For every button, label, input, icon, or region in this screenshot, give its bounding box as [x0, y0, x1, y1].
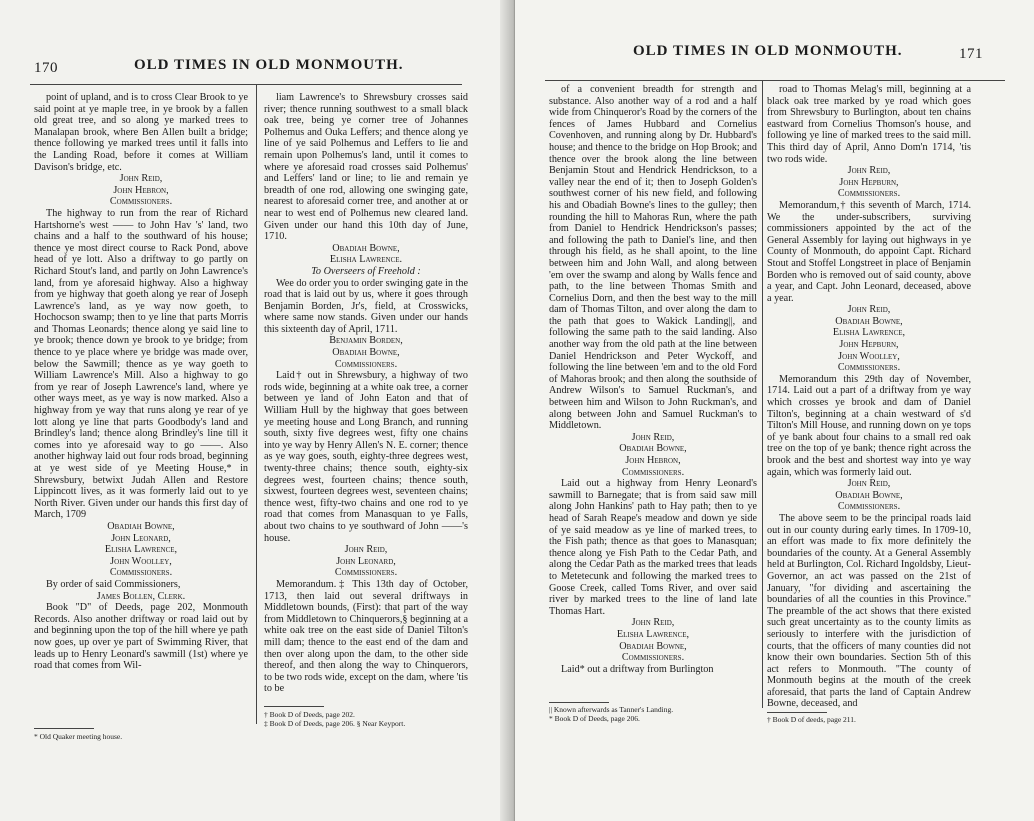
signature-line: John Leonard,: [336, 555, 396, 567]
signature-line: Obadiah Bowne,: [835, 489, 903, 501]
left-footnote-rule-2: [264, 706, 324, 707]
paragraph: Memorandum this 29th day of November, 1714. Laid out a part of a driftway from ye way which crosses ye brook and dam of Daniel Tilton's, beginning at a chain westward of s'd Tilton's Mill House, and running down on ye tops of ye bank about four chains to a small red oak tree on the top of ye bank; thence right across the brook and the best and shortest way into ye way again, which was formerly laid out.: [767, 373, 971, 478]
signature-line: Elisha Lawrence,: [104, 544, 178, 556]
right-page-number: 171: [959, 46, 983, 62]
signature-line: John Hebron,: [625, 455, 681, 466]
left-column-1: [34, 92, 248, 714]
paragraph: The highway to run from the rear of Richard Hartshorne's west —— to John Hav 's' land, two chains and a half to the southward of his house; thence ye most direct course to Rack Pond, above head of ye lott. Also a driftway to go partly on Richard Stout's land, and partly on John Lawrence's land, from ye aforesaid highway. Also a highway from ye highway that goeth along ye rear of Joseph Lawrence's land, as ye way now goeth, to Hochocson swamp; then to ye line that parts Morris and Thomas Leonards; thence along ye said line to ye brook; thence down ye brook to ye bridge; from thence to ye place where ye bridge was made over, below the Sawmill; thence as ye way goeth to William Lawrence's Mill. Also a highway to go from ye rear of Joseph Lawrence's land, where ye other ways meet, as ye way is now marked. Also a highway from ye way that runs along ye rear of ye lott along ye line that parts Goodbody's land and Brindley's land; thence along Brindley's line till it comes into ye aforesaid way to go ——. Also another highway laid out four rods broad, beginning at ye west side of ye Meeting House,* in Shrewsbury, betwixt Judah Allen and Restore Lippincott lives, as it was formerly laid out to ye North River. Given under our hands this first day of March, 1709: [34, 207, 248, 521]
right-running-head: OLD TIMES IN OLD MONMOUTH.: [633, 43, 903, 59]
left-header-rule: [30, 84, 462, 85]
signature-line: John Reid,: [631, 431, 675, 443]
left-page: [0, 0, 512, 821]
signature-line: James Bollen, Clerk.: [96, 590, 186, 602]
left-column-2: [264, 92, 468, 704]
signature-line: John Reid,: [119, 173, 163, 185]
paragraph: Memorandum,† this seventh of March, 1714. We the under-subscribers, surviving commissioners appointed by the act of the General Assembly for laying out highways in ye County of Monmouth, do appoint Capt. Richard Stout and Stoffel Longstreet in place of Benjamin Borden who is removed out of said county, above a year, and Capt. John Leonard, deceased, above a year.: [767, 199, 971, 304]
right-column-1: [549, 84, 757, 698]
paragraph: Book "D" of Deeds, page 202, Monmouth Records. Also another driftway or road laid out by and beginning upon the top of the hill where ye path now goes, up over ye part of Swimming River, that leads up to Henry Leonard's sawmill (1st) where ye road that comes from Wil-: [34, 602, 248, 672]
left-running-head: OLD TIMES IN OLD MONMOUTH.: [134, 57, 404, 73]
signature-line: Benjamin Borden,: [329, 335, 403, 347]
signature-line: Commissioners.: [109, 567, 173, 579]
signature-line: Obadiah Bowne,: [835, 315, 903, 327]
signature-line: John Hepburn,: [839, 339, 899, 351]
signature-line: Obadiah Bowne,: [619, 640, 687, 652]
signature-line: John Reid,: [344, 544, 388, 556]
signature-line: Commissioners.: [621, 652, 685, 664]
right-column-2: [767, 84, 971, 710]
footnote: ‡ Book D of Deeds, page 206. § Near Keyport.: [264, 719, 406, 728]
right-page: [515, 0, 1034, 821]
signature-line: John Hepburn,: [839, 176, 899, 188]
left-footnotes-col2: [264, 710, 468, 728]
paragraph: Laid† out in Shrewsbury, a highway of two rods wide, beginning at a white oak tree, a corner between ye land of John Eaton and that of William Hull by the highway that goes between ye meeting house and Long Branch, and running south, sixty five degrees west, fifty one chains into ye way by Henry Allen's N. E. corner; thence as ye way goes, south, eighty-three degrees west, twenty-three chains; thence south, eighty-six degrees west, fourteen chains; thence south, sixwest, fourteen degrees west, seventeen chains; thence west, fifty-two chains and one rod to ye road that comes from Manasquan to ye Falls, about two chains to ye southward of John ——'s house.: [264, 370, 468, 544]
left-page-header: [34, 60, 58, 84]
signature-line: Commissioners.: [837, 362, 901, 374]
section-heading: To Overseers of Freehold :: [311, 265, 421, 277]
paragraph: By order of said Commissioners,: [46, 578, 181, 590]
footnote: † Book D of Deeds, page 202.: [264, 710, 355, 719]
signature-line: Commissioners.: [837, 188, 901, 200]
paragraph: point of upland, and is to cross Clear Brook to ye said point at ye maple tree, in ye brook by a fallen old great tree, and so along ye marked trees to Manalapan brook, where Ben Allen built a bridge; thence following ye marked trees until it falls into the Landing Road, before it comes at William Davison's bridge, etc.: [34, 92, 248, 173]
paragraph: The above seem to be the principal roads laid out in our county during early times. In 1709-10, an effort was made to fix more definitely the boundaries of the county. At a General Assembly held at Burlington, Col. Richard Ingoldsby, Lieut-Governor, an act was passed on the 21st of January, "for dividing and ascertaining the boundaries of all the counties in this Province." The preamble of the act shows that there existed such great uncertainty as to the county limits as seriously to interfere with the jurisdiction of courts, that the officers of many counties did not know their own boundaries. Section 5th of this act refers to Monmouth. "The county of Monmouth begins at the mouth of the creek aforesaid, that parts the land of Captain Andrew Bowne, deceased, and: [767, 512, 971, 710]
signature-line: Commissioners.: [334, 567, 398, 579]
signature-line: Elisha Lawrence.: [329, 254, 403, 266]
signature-line: John Woolley,: [110, 555, 172, 567]
signature-line: Elisha Lawrence,: [616, 628, 690, 640]
signature-line: Commissioners.: [837, 501, 901, 513]
signature-line: Commissioners.: [621, 466, 685, 478]
right-column-divider: [762, 80, 763, 708]
signature-line: Elisha Lawrence,: [832, 327, 906, 339]
right-footnotes-col2: [767, 715, 971, 724]
signature-line: Commissioners.: [334, 358, 398, 370]
signature-line: John Reid,: [847, 165, 891, 177]
signature-line: Obadiah Bowne,: [107, 520, 175, 532]
paragraph: road to Thomas Melag's mill, beginning at a black oak tree marked by ye road which goes from Shrewsbury to Burlington, about ten chains eastward from Cornelius Thomson's house, and following ye line of marked trees to the said mill. This third day of April, Anno Dom'n 1714, 'tis two rods wide.: [767, 84, 971, 165]
right-footnote-rule-2: [767, 712, 827, 713]
paragraph: liam Lawrence's to Shrewsbury crosses said river; thence running southwest to a small black oak tree, being ye corner tree of Johannes Polhemus and Ouka Leffers; and thence along ye line of ye said Polhemus and Leffers to lie and remain upon Polhemus's land, until it comes to where ye aforesaid road crosses said Polhemus' and Leffers' land or line; to lie and remain ye breadth of one rod, allowing one swinging gate, nearest to aforesaid corner tree, and another at or near to west end of Polhemus new cleared land. Given under our hand this 10th day of June, 1710.: [264, 92, 468, 243]
signature-line: John Reid,: [847, 304, 891, 316]
footnote: || Known afterwards as Tanner's Landing.: [549, 705, 674, 714]
paragraph: Wee do order you to order swinging gate in the road that is laid out by us, where it goes through Benjamin Borden, Jr's, field, at Crosswicks, where same now stands. Given under our hands this sixteenth day of April, 1711.: [264, 277, 468, 335]
left-page-number: 170: [34, 60, 58, 76]
right-footnote-rule-1: [549, 702, 609, 703]
left-footnote-rule-1: [34, 728, 94, 729]
signature-line: John Woolley,: [838, 350, 900, 362]
footnote: * Book D of Deeds, page 206.: [549, 714, 640, 723]
right-footnotes-col1: [549, 705, 757, 723]
left-column-divider: [256, 84, 257, 724]
right-page-header: [959, 46, 983, 70]
signature-line: Obadiah Bowne,: [332, 347, 400, 359]
paragraph: Laid out a highway from Henry Leonard's sawmill to Barnegate; that is from said saw mill along John Hankins' path to Hay path; then to ye head of Sarah Reape's meadow and down ye side of ye said meadow as ye line of marked trees, to the Fish path; thence as that goes to Manasquan; thence along ye Fish Path to the Cedar Path, and along the Cedar Path as the marked trees that leads to Metetecunk and following the marked trees to Goose Creek, called Toms River, and over said river by marked trees to the line of land late Thomas Hart.: [549, 478, 757, 617]
paragraph: Laid* out a driftway from Burlington: [561, 663, 714, 675]
footnote: * Old Quaker meeting house.: [34, 732, 123, 741]
footnote: † Book D of deeds, page 211.: [767, 715, 856, 724]
signature-line: Obadiah Bowne,: [619, 443, 687, 455]
signature-line: John Leonard,: [111, 532, 171, 544]
signature-line: John Reid,: [631, 617, 675, 629]
signature-line: Commissioners.: [109, 196, 173, 208]
left-footnotes-col1: [34, 732, 248, 741]
paragraph: of a convenient breadth for strength and substance. Also another way of a rod and a half wide from Chinqueror's Road by the corners of the fences of James Hubbard and Cornelius Covenhoven, and running along by Dr. Hubbard's house; and thence to the bridge on Hop Brook; and thence over the brook along the line between Benjamin Stout and Hendrick Hendrickson, to a valley near the end of it; then to Joseph Golden's southwest corner of his new field, and following his and Obadiah Bowne's lines to the gulley; then rounding the hill to Mahoras Run, where the path from Daniel to Hendrick Hendrickson's passes; and following the path to Daniel's line, and then through his field, as he shall apoint, to the line between him and John Wall, and along between 'em over the swamp and along by Walls fence and path, to the line between Thomas Smith and Cornelius Dorn, and then the best way to the mill dam of Thomas Tilton, and over along the dam to the path that goes to Wakick Landing||, and following the same path to the said landing. Also another way from the old path at the line between Daniel Hendrickson and Peter Wyckoff, and following the line between 'em and to the old Ford of Mahoras brook; and then along the southside of Andrew Wilson's to Samuel Ruckman's, and between him and Wilson to John Ruckman's, and along between John and Samuel Ruckman's to Middletown.: [549, 84, 757, 432]
signature-line: John Reid,: [847, 478, 891, 490]
signature-line: John Hebron,: [113, 184, 169, 196]
right-header-rule: [545, 80, 1005, 81]
paragraph: Memorandum.‡ This 13th day of October, 1713, then laid out several driftways in Middletown bounds, (First): that part of the way from Middletown to Chinquerors,§ beginning at a white oak tree on the east side of Daniel Tilton's mill dam; thence to the east end of the dam and then over along upon the dam, to the other side thereof, and then along the way to Chinquerors, to be two rods wide, except on the dam, where 'tis to be: [264, 578, 468, 695]
signature-line: Obadiah Bowne,: [332, 242, 400, 254]
